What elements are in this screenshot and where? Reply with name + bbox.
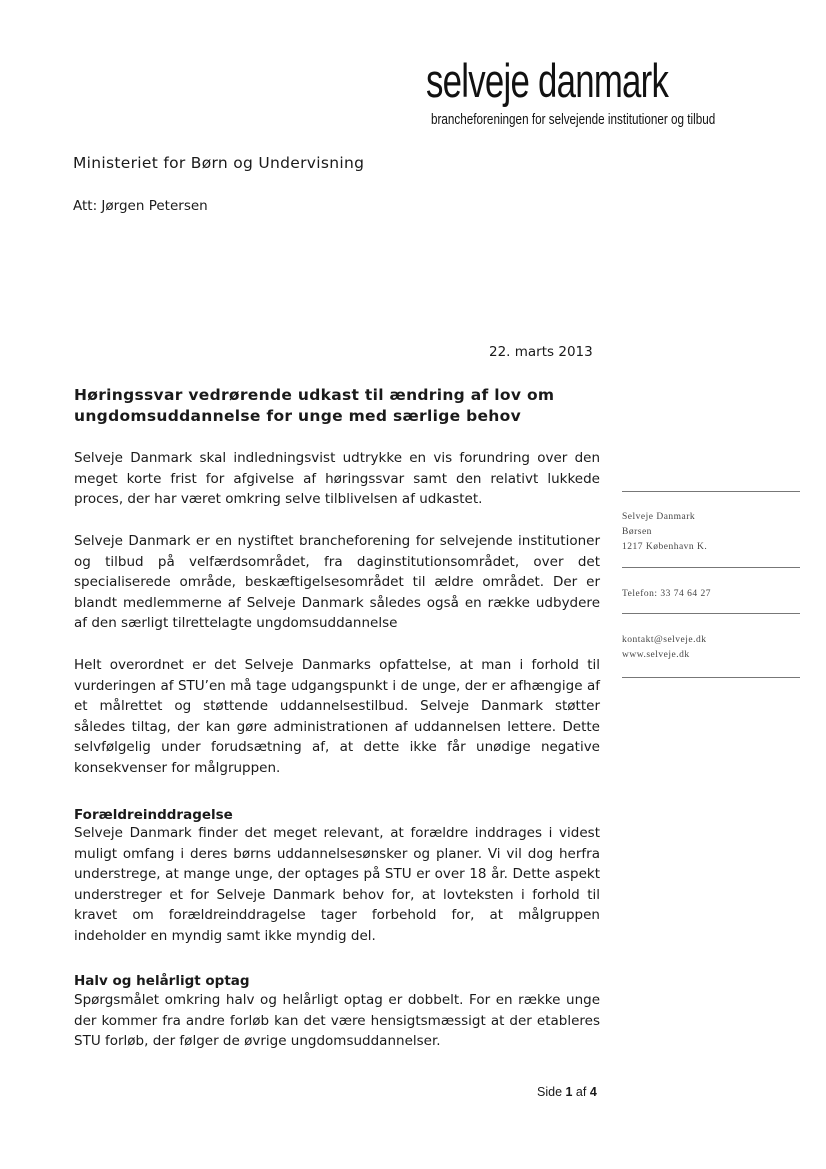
sidebar-divider: [622, 613, 800, 614]
page-number: [537, 1084, 597, 1100]
paragraph-overall: Helt overordnet er det Selveje Danmarks opfattelse, at man i forhold til vurderingen af STU’en må tage udgangspunkt i de unge, der er afhængige af et målrettet og støttende uddannelsestilbud. Selveje Danmark støtter således tiltag, der kan gøre administrationen af uddannelsen lettere. Dette selvfølgelig under forudsætning af, at dette ikke får unødige negative konsekvenser for målgruppen.: [74, 657, 600, 776]
sidebar-divider: [622, 491, 800, 492]
section-heading-intake: Halv og helårligt optag: [74, 973, 250, 989]
page-prefix: Side: [537, 1085, 566, 1099]
sidebar-address-line2: 1217 København K.: [622, 542, 708, 552]
page-of: af: [572, 1085, 590, 1099]
logo-tagline: brancheforeningen for selvejende institutioner og tilbud: [431, 111, 716, 128]
section-text-intake: Spørgsmålet omkring halv og helårligt optag er dobbelt. For en række unge der kommer fra andre forløb kan det være hensigtsmæssigt at der etableres STU forløb, der følger de øvrige ungdomsuddannelser.: [74, 992, 600, 1049]
sidebar-divider: [622, 677, 800, 678]
section-text-parents: Selveje Danmark finder det meget relevant, at forældre inddrages i videst muligt omfang i deres børns uddannelsesønsker og planer. Vi vil dog herfra understrege, at mange unge, der optages på STU er over 18 år. Dette aspekt understreger et for Selveje Danmark behov for, at lovteksten i forhold til kravet om forældreinddragelse tager forbehold for, at målgruppen indeholder en myndig samt ikke myndig del.: [74, 825, 600, 944]
sidebar-address: [622, 510, 800, 555]
sidebar-org: Selveje Danmark: [622, 512, 696, 522]
sidebar-address-line1: Børsen: [622, 527, 652, 537]
page-current: 1: [565, 1085, 573, 1099]
paragraph-about: Selveje Danmark er en nystiftet brancheforening for selvejende institutioner og tilbud på velfærdsområdet, fra daginstitutionsområdet, over det specialiserede område, beskæftigelsesområdet til ældre området. Der er blandt medlemmerne af Selveje Danmark således også en række udbydere af den særligt tilrettelagte ungdomsuddannelse: [74, 533, 600, 631]
sidebar-email: kontakt@selveje.dk: [622, 635, 707, 645]
recipient: Ministeriet for Børn og Undervisning: [73, 154, 365, 172]
letter-date: 22. marts 2013: [489, 344, 593, 360]
sidebar-web: www.selveje.dk: [622, 650, 690, 660]
sidebar-contact: [622, 633, 800, 663]
sidebar-phone: Telefon: 33 74 64 27: [622, 589, 712, 599]
logo-wordmark: selveje danmark: [426, 54, 669, 107]
attention-line: Att: Jørgen Petersen: [73, 198, 208, 214]
section-heading-parents: Forældreinddragelse: [74, 807, 233, 823]
paragraph-intro: Selveje Danmark skal indledningsvist udtrykke en vis forundring over den meget korte frist for afgivelse af høringssvar samt den relativt lukkede proces, der har været omkring selve tilblivelsen af udkastet.: [74, 450, 600, 507]
letter-title: Høringssvar vedrørende udkast til ændring af lov om ungdomsuddannelse for unge med særlige behov: [74, 386, 555, 425]
page-total: 4: [589, 1085, 597, 1099]
sidebar-divider: [622, 567, 800, 568]
